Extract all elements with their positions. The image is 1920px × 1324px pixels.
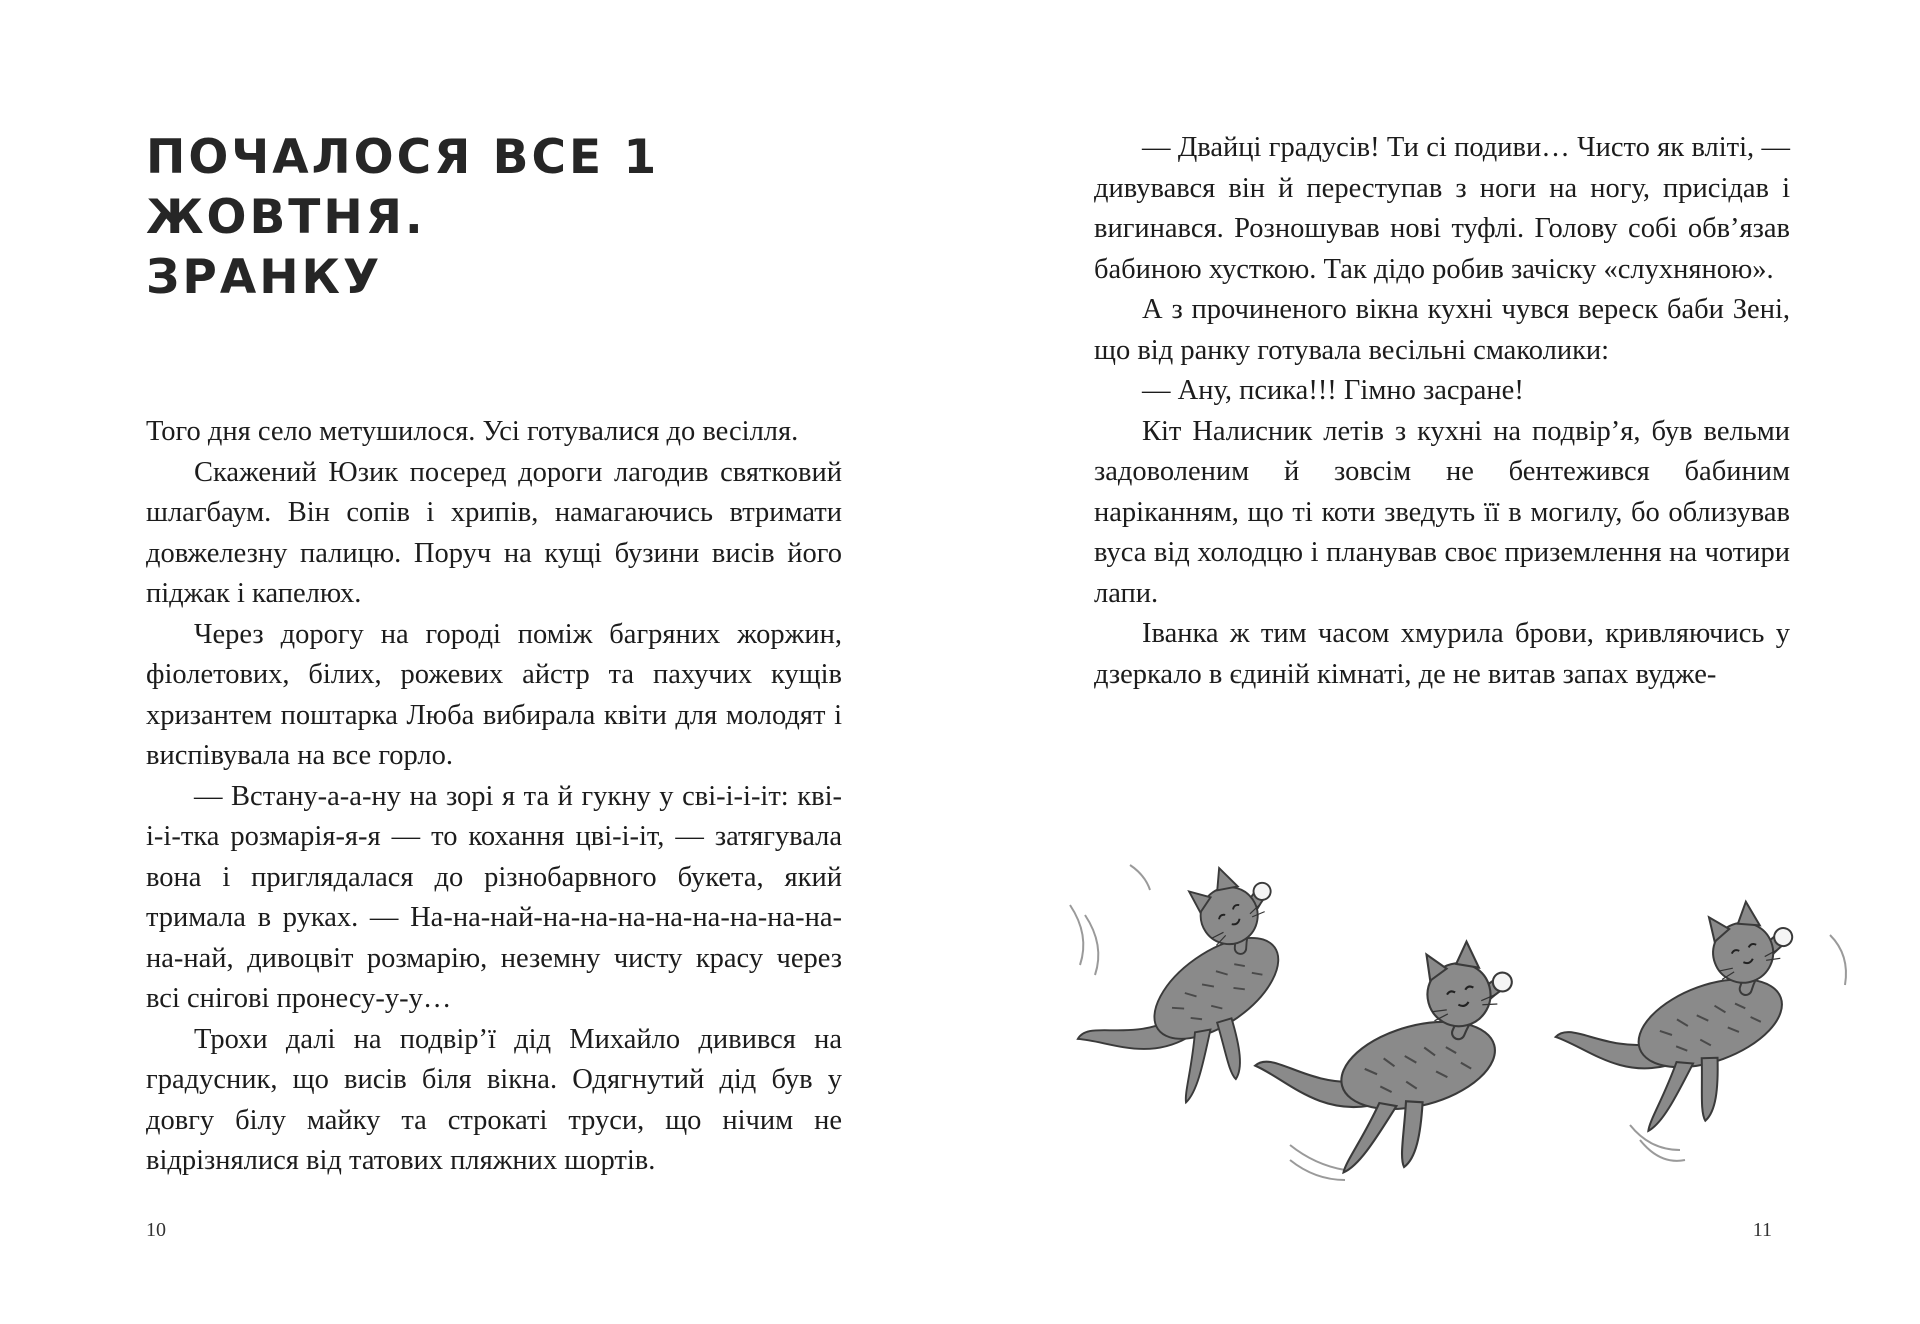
page-number: 10 — [146, 1219, 166, 1241]
left-page-body — [146, 412, 842, 1182]
chapter-title-line-2: ЗРАНКУ — [146, 250, 383, 305]
paragraph: Іванка ж тим часом хмурила брови, кривляючись у дзеркало в єдиній кімнаті, де не витав запах вудже- — [1094, 618, 1790, 690]
page-number: 11 — [1752, 1219, 1772, 1241]
paragraph: — Встану-а-а-ну на зорі я та й гукну у сві-і-і-іт: кві-і-і-тка розмарія-я-я — то кохання цві-і-іт, — затягувала вона і приглядалася до різнобарвного букета, який тримала в руках. — На-на-най-на-на-на-на-на-на-на-на-на-най, дивоцвіт розмарію, неземну чисту красу через всі снігові пронесу-у-у… — [146, 780, 842, 1014]
cat-3 — [1534, 891, 1841, 1159]
paragraph: Кіт Налисник летів з кухні на подвір’я, був вельми задоволеним й зовсім не бентежився бабиним наріканням, що ті коти зведуть її в могилу, бо облизував вуса від холодцю і планував своє приземлення на чотири лапи. — [1094, 415, 1790, 609]
right-page — [960, 0, 1920, 1324]
paragraph: А з прочиненого вікна кухні чувся вереск баби Зені, що від ранку готувала весільні смаколики: — [1094, 294, 1790, 366]
paragraph: Трохи далі на подвір’ї дід Михайло дивився на градусник, що висів біля вікна. Одягнутий дід був у довгу білу майку та строкаті труси, що нічим не відрізнялися від татових пляжних шортів. — [146, 1023, 842, 1176]
paragraph: Скажений Юзик посеред дороги лагодив святковий шлагбаум. Він сопів і хрипів, намагаючись втримати довжелезну палицю. Поруч на кущі бузини висів його піджак і капелюх. — [146, 456, 842, 609]
chapter-title-line-1: ПОЧАЛОСЯ ВСЕ 1 ЖОВТНЯ. — [146, 130, 660, 245]
flying-cats-illustration — [1040, 845, 1860, 1185]
cat-1 — [1044, 851, 1349, 1140]
paragraph: — Двайці градусів! Ти сі подиви… Чисто як вліті, — дивувався він й переступав з ноги на ногу, присідав і вигинався. Розношував нові туфлі. Голову собі обв’язав бабиною хусткою. Так дідо робив зачіску «слухняною». — [1094, 132, 1790, 285]
paragraph: Через дорогу на городі поміж багряних жоржин, фіолетових, білих, рожевих айстр та пахучих кущів хризантем поштарка Люба вибирала квіти для молодят і виспівувала на все горло. — [146, 618, 842, 771]
paragraph: Того дня село метушилося. Усі готувалися до весілля. — [146, 416, 799, 447]
chapter-title — [146, 128, 906, 308]
paragraph: — Ану, псика!!! Гімно засране! — [1142, 375, 1524, 406]
right-page-body — [1094, 128, 1790, 695]
cat-2 — [1238, 933, 1551, 1185]
